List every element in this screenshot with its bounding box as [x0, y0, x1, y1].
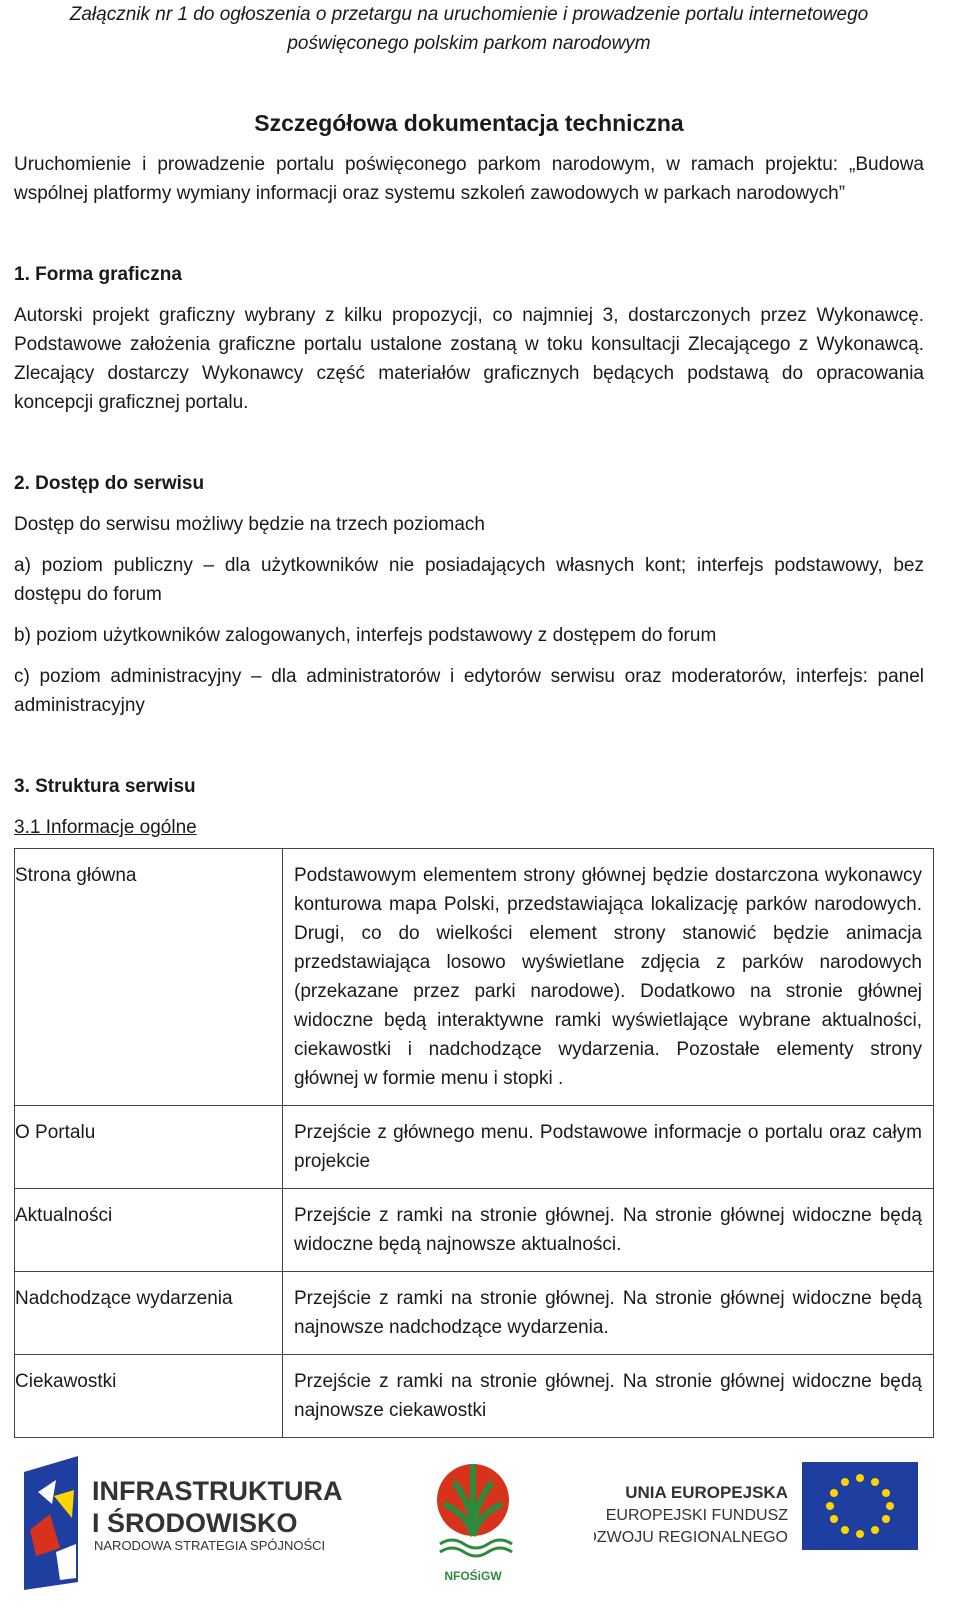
document-page [14, 0, 924, 1438]
access-level-a: a) poziom publiczny – dla użytkowników nie posiadających własnych kont; interfejs podstawowy, bez dostępu do forum [14, 555, 924, 605]
ue-logo [594, 1462, 924, 1572]
table-row [15, 1189, 934, 1272]
table-cell-name: Strona główna [15, 849, 283, 1106]
table-cell-name: Nadchodzące wydarzenia [15, 1272, 283, 1355]
svg-text:NFOŚiGW: NFOŚiGW [444, 1569, 502, 1583]
table-row [15, 1355, 934, 1438]
nfosigw-logo [432, 1452, 514, 1602]
table-row [15, 1106, 934, 1189]
access-level-c: c) poziom administracyjny – dla administratorów i edytorów serwisu oraz moderatorów, interfejs: panel administracyjny [14, 666, 924, 716]
ue-flag-icon [594, 1462, 924, 1572]
table-cell-desc: Przejście z ramki na stronie głównej. Na stronie głównej widoczne będą najnowsze nadchodzące wydarzenia. [283, 1272, 934, 1355]
svg-text:EUROPEJSKI FUNDUSZ: EUROPEJSKI FUNDUSZ [605, 1507, 788, 1524]
svg-text:ROZWOJU REGIONALNEGO: ROZWOJU REGIONALNEGO [594, 1529, 788, 1546]
nfosigw-emblem-icon [432, 1452, 514, 1602]
svg-text:I ŚRODOWISKO: I ŚRODOWISKO [92, 1508, 298, 1538]
table-cell-name: O Portalu [15, 1106, 283, 1189]
table-row [15, 1272, 934, 1355]
table-cell-name: Aktualności [15, 1189, 283, 1272]
table-cell-desc: Przejście z ramki na stronie głównej. Na stronie głównej widoczne będą widoczne będą najnowsze aktualności. [283, 1189, 934, 1272]
intro-paragraph: Uruchomienie i prowadzenie portalu poświęconego parkom narodowym, w ramach projektu: „Budowa wspólnej platformy wymiany informacji oraz systemu szkoleń zawodowych w parkach narodowych” [14, 154, 924, 204]
table-cell-desc: Przejście z ramki na stronie głównej. Na stronie głównej widoczne będą najnowsze ciekawostki [283, 1355, 934, 1438]
annex-header: Załącznik nr 1 do ogłoszenia o przetargu na uruchomienie i prowadzenie portalu internetowego poświęconego polskim parkom narodowym [69, 4, 869, 54]
infrastruktura-emblem-icon [16, 1452, 346, 1592]
section-3-1-subheading: 3.1 Informacje ogólne [14, 817, 197, 838]
table-cell-desc: Przejście z głównego menu. Podstawowe informacje o portalu oraz całym projekcie [283, 1106, 934, 1189]
svg-text:INFRASTRUKTURA: INFRASTRUKTURA [92, 1476, 343, 1506]
table-cell-name: Ciekawostki [15, 1355, 283, 1438]
footer-logos [0, 1452, 960, 1602]
document-title: Szczegółowa dokumentacja techniczna [254, 110, 684, 136]
section-2-heading: 2. Dostęp do serwisu [14, 473, 205, 494]
svg-text:UNIA EUROPEJSKA: UNIA EUROPEJSKA [625, 1483, 788, 1502]
table-cell-desc: Podstawowym elementem strony głównej będzie dostarczona wykonawcy konturowa mapa Polski, przedstawiająca lokalizację parków narodowych. Drugi, co do wielkości element strony stanowić będzie animacja przedstawiająca losowo wyświetlane zdjęcia z parków narodowych (przekazane przez parki narodowe). Dodatkowo na stronie głównej widoczne będą interaktywne ramki wyświetlające wybrane aktualności, ciekawostki i nadchodzące wydarzenia. Pozostałe elementy strony głównej w formie menu i stopki . [283, 849, 934, 1106]
section-3-heading: 3. Struktura serwisu [14, 776, 196, 797]
access-level-b: b) poziom użytkowników zalogowanych, interfejs podstawowy z dostępem do forum [14, 625, 717, 646]
section-1-heading: 1. Forma graficzna [14, 264, 182, 285]
table-row [15, 849, 934, 1106]
section-1-text: Autorski projekt graficzny wybrany z kilku propozycji, co najmniej 3, dostarczonych przez Wykonawcę. Podstawowe założenia graficzne portalu ustalone zostaną w toku konsultacji Zlecającego z Wykonawcą. Zlecający dostarczy Wykonawcy część materiałów graficznych będących podstawą do opracowania koncepcji graficznej portalu. [14, 305, 924, 413]
svg-text:NARODOWA STRATEGIA SPÓJNOŚCI: NARODOWA STRATEGIA SPÓJNOŚCI [94, 1538, 326, 1553]
infrastruktura-logo [16, 1452, 346, 1592]
structure-table [14, 848, 934, 1438]
section-2-lead: Dostęp do serwisu możliwy będzie na trzech poziomach [14, 514, 485, 535]
